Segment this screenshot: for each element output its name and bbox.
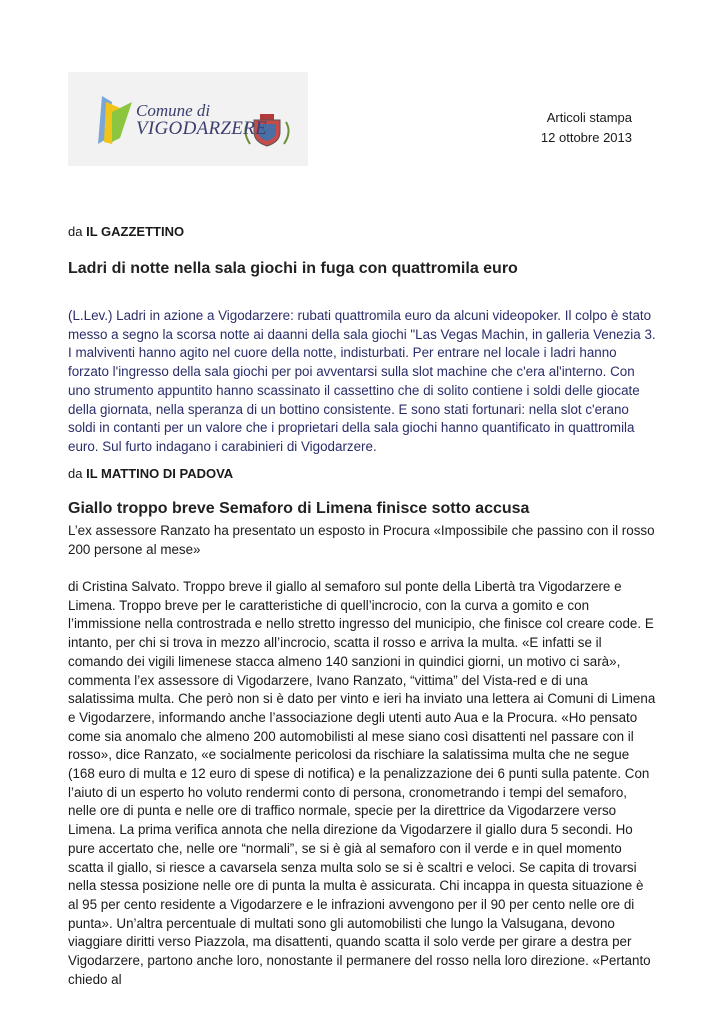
article1-body: (L.Lev.) Ladri in azione a Vigodarzere: rubati quattromila euro da alcuni videopoker. Il colpo è stato messo a segno la scorsa notte ai daanni della sala giochi "Las Vegas Machin, in galleria Venezia 3. I malviventi hanno agito nel cuore della notte, indisturbati. Per entrare nel locale i ladri hanno forzato l'ingresso della sala giochi per poi avventarsi sulla slot machine che c'era al'interno. Con uno strumento appuntito hanno scassinato il cassettino che di solito contiene i soldi delle giocate della giornata, nella speranza di un bottino consistente. E sono stati fortunari: nella slot c'erano soldi in contanti per un valore che i proprietari della sala giochi hanno quantificato in quattromila euro. Sul furto indagano i carabinieri di Vigodarzere. [68, 308, 656, 454]
logo-line2: VIGODARZERE [136, 118, 267, 139]
article2-title: Giallo troppo breve Semaforo di Limena finisce sotto accusa [68, 500, 530, 517]
logo-line1: Comune di [136, 101, 211, 120]
article1-source [68, 224, 184, 239]
doc-date: 12 ottobre 2013 [540, 130, 632, 145]
article2-source [68, 466, 233, 481]
article1-source-name: IL GAZZETTINO [86, 224, 185, 239]
logo-wordmark [136, 102, 267, 138]
article1-source-prefix: da [68, 224, 83, 239]
header-meta [541, 108, 632, 148]
article2-source-name: IL MATTINO DI PADOVA [86, 466, 234, 481]
municipality-logo [68, 72, 308, 166]
article2-subtitle: L’ex assessore Ranzato ha presentato un esposto in Procura «Impossibile che passino con il rosso 200 persone al mese» [68, 523, 655, 557]
article2-source-prefix: da [68, 466, 83, 481]
article1-title: Ladri di notte nella sala giochi in fuga con quattromila euro [68, 260, 518, 277]
article2-body: di Cristina Salvato. Troppo breve il giallo al semaforo sul ponte della Libertà tra Vigodarzere e Limena. Troppo breve per le caratteristiche di quell’incrocio, con la curva a gomito e con l’immissione nella controstrada e nello stretto ingresso del municipio, che finisce col creare code. E intanto, per chi si trova in mezzo all’incrocio, scatta il rosso e arriva la multa. «E infatti se il comando dei vigili limenese stacca almeno 140 sanzioni in quindici giorni, un motivo ci sarà», commenta l’ex assessore di Vigodarzere, Ivano Ranzato, “vittima” del Vista-red e di una salatissima multa. Che però non si è dato per vinto e ieri ha inviato una lettera ai Comuni di Limena e Vigodarzere, informando anche l’associazione degli utenti auto Aua e la Procura. «Ho pensato come sia anomalo che almeno 200 automobilisti al mese siano così disattenti nel passare con il rosso», dice Ranzato, «e socialmente pericolosi da rischiare la salatissima multa che ne segue (168 euro di multa e 12 euro di spese di notifica) e la penalizzazione dei 6 punti sulla patente. Con l’aiuto di un esperto ho voluto rendermi conto di persona, cronometrando i tempi del semaforo, nelle ore di punta e nelle ore di traffico normale, specie per la direttrice da Vigodarzere verso Limena. La prima verifica annota che nella direzione da Vigodarzere il giallo dura 5 secondi. Ho pure accertato che, nelle ore “normali”, se si è già al semaforo con il verde e in quel momento scatta il giallo, si riesce a cavarsela senza multa solo se si è scaltri e veloci. Se capita di trovarsi nella stessa posizione nelle ore di punta la multa è assicurata. Chi incappa in questa situazione è al 95 per cento residente a Vigodarzere e le infrazioni avvengono per il 90 per cento nelle ore di punta». Un’altra percentuale di multati sono gli automobilisti che lungo la Valsugana, devono viaggiare diritti verso Piazzola, ma disattenti, quando scatta il solo verde per girare a destra per Vigodarzere, partono anche loro, nonostante il permanere del rosso nella loro direzione. «Pertanto chiedo al [68, 579, 656, 987]
doc-type: Articoli stampa [546, 110, 632, 125]
